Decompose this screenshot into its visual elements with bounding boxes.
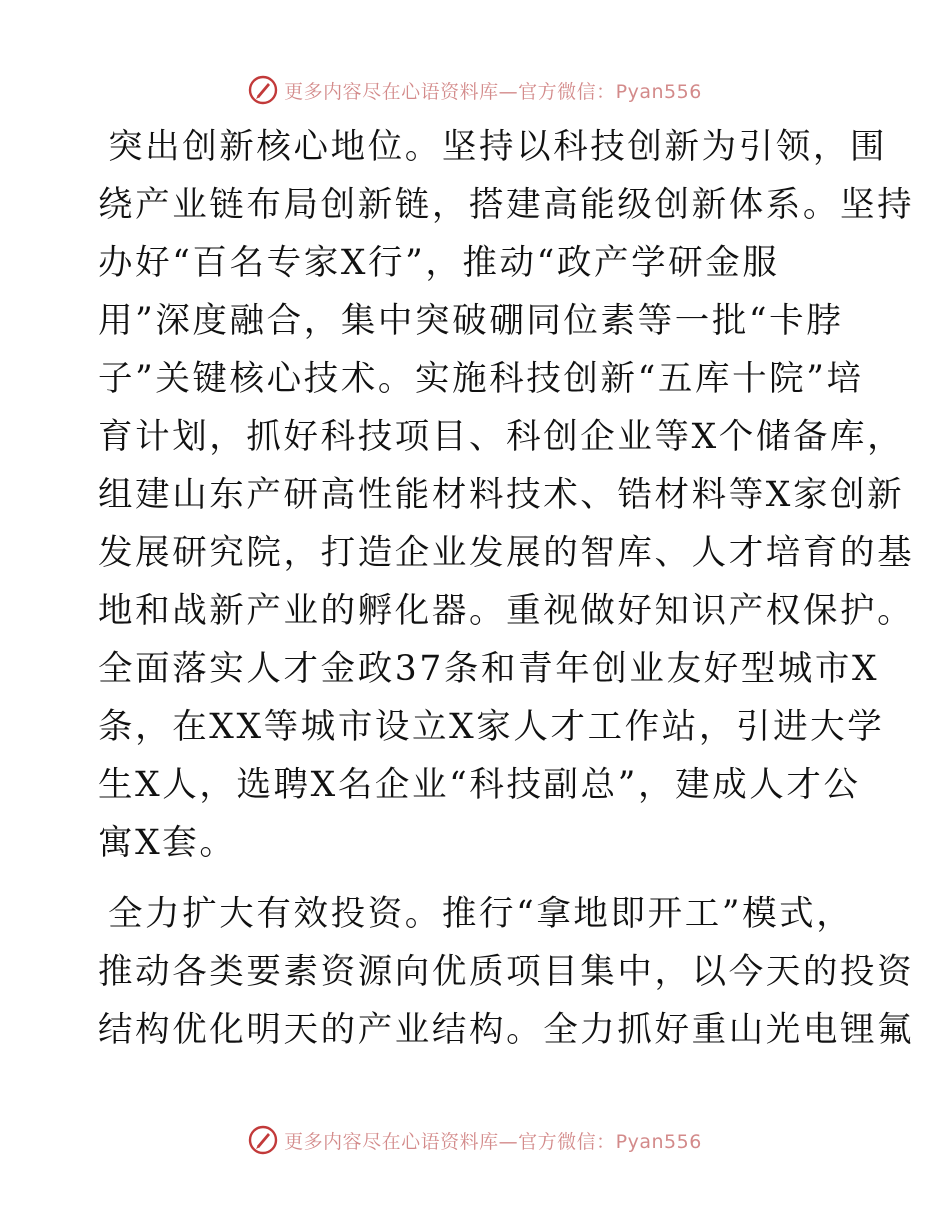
text-line: 子”关键核心技术。实施科技创新“五库十院”培 xyxy=(98,359,864,399)
text-line: 组建山东产研高性能材料技术、锆材料等X家创新 xyxy=(98,475,905,515)
text-line: 地和战新产业的孵化器。重视做好知识产权保护。 xyxy=(98,591,915,631)
text-line: 全面落实人才金政37条和青年创业友好型城市X xyxy=(98,649,880,689)
text-line: 用”深度融合，集中突破硼同位素等一批“卡脖 xyxy=(98,301,844,341)
quill-logo-icon xyxy=(248,75,278,105)
header-watermark xyxy=(0,70,950,110)
paragraph-innovation xyxy=(98,118,915,872)
watermark-text: 更多内容尽在心语资料库—官方微信：Pyan556 xyxy=(284,80,702,103)
document-body xyxy=(98,118,915,1059)
text-line: 绕产业链布局创新链，搭建高能级创新体系。坚持 xyxy=(98,185,915,225)
text-line: 全力扩大有效投资。推行“拿地即开工”模式， xyxy=(108,894,854,934)
paragraph-investment xyxy=(98,885,915,1059)
footer-watermark xyxy=(0,1120,950,1160)
watermark-text: 更多内容尽在心语资料库—官方微信：Pyan556 xyxy=(284,1130,702,1153)
text-line: 办好“百名专家X行”，推动“政产学研金服 xyxy=(98,243,780,283)
text-line: 生X人，选聘X名企业“科技副总”，建成人才公 xyxy=(98,765,861,805)
quill-logo-icon xyxy=(248,1125,278,1155)
text-line: 推动各类要素资源向优质项目集中，以今天的投资 xyxy=(98,952,915,992)
text-line: 结构优化明天的产业结构。全力抓好重山光电锂氟 xyxy=(98,1010,915,1050)
text-line: 寓X套。 xyxy=(98,823,237,863)
text-line: 突出创新核心地位。坚持以科技创新为引领，围 xyxy=(108,127,888,167)
text-line: 发展研究院，打造企业发展的智库、人才培育的基 xyxy=(98,533,915,573)
text-line: 育计划，抓好科技项目、科创企业等X个储备库， xyxy=(98,417,905,457)
text-line: 条，在XX等城市设立X家人才工作站，引进大学 xyxy=(98,707,885,747)
